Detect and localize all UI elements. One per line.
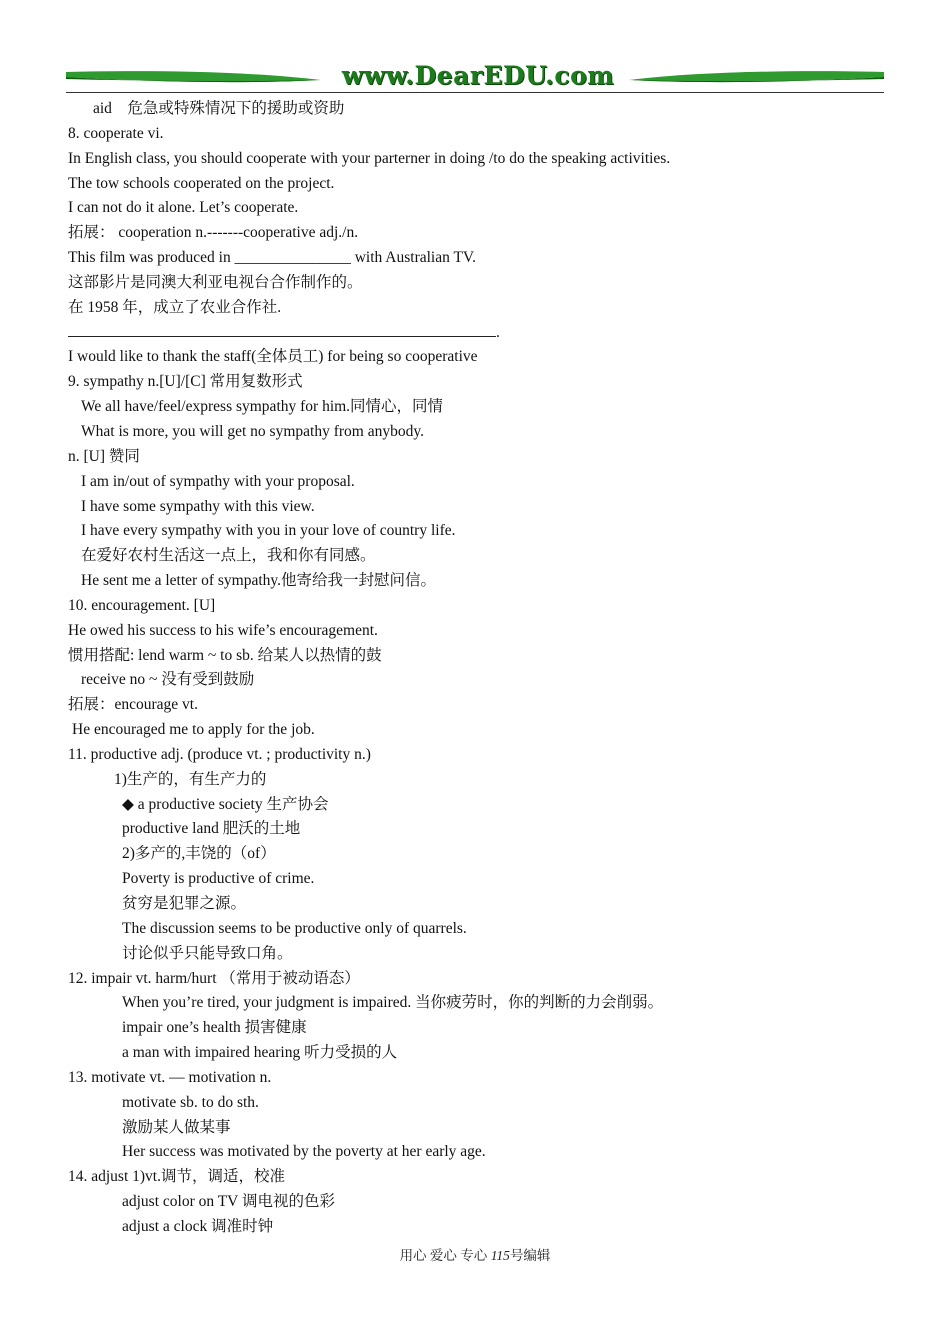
- text-line: When you’re tired, your judgment is impaired. 当你疲劳时，你的判断的力会削弱。: [122, 994, 664, 1012]
- entry-heading-adjust: 14. adjust 1)vt.调节，调适，校准: [68, 1168, 285, 1186]
- entry-heading-sympathy: 9. sympathy n.[U]/[C] 常用复数形式: [68, 373, 303, 391]
- right-wing-graphic: [629, 70, 884, 84]
- text-line: productive land 肥沃的土地: [122, 820, 301, 838]
- text-line: motivate sb. to do sth.: [122, 1093, 259, 1111]
- footer-suffix: 号编辑: [509, 1248, 551, 1263]
- text-line: He encouraged me to apply for the job.: [72, 721, 315, 739]
- text-line: I would like to thank the staff(全体员工) for being so cooperative: [68, 348, 478, 366]
- text-line: 拓展：encourage vt.: [68, 696, 198, 714]
- text-line: impair one’s health 损害健康: [122, 1019, 307, 1037]
- page-header: [66, 62, 884, 96]
- text-line: adjust color on TV 调电视的色彩: [122, 1193, 335, 1211]
- text-line: I have some sympathy with this view.: [81, 497, 315, 515]
- text-line: 在爱好农村生活这一点上，我和你有同感。: [81, 547, 376, 565]
- entry-heading-impair: 12. impair vt. harm/hurt （常用于被动语态）: [68, 969, 360, 987]
- text-line: 在 1958 年，成立了农业合作社.: [68, 298, 282, 316]
- text-line: n. [U] 赞同: [68, 447, 140, 465]
- text-line: 贫穷是犯罪之源。: [122, 895, 247, 912]
- text-line: He sent me a letter of sympathy.他寄给我一封慰问信。: [81, 572, 437, 590]
- text-line: The discussion seems to be productive only of quarrels.: [122, 919, 467, 937]
- footer-text: 用心 爱心 专心: [399, 1248, 491, 1263]
- entry-heading-motivate: 13. motivate vt. — motivation n.: [68, 1068, 272, 1086]
- fill-in-blank-line: [68, 321, 898, 346]
- text-line: We all have/feel/express sympathy for him.同情心，同情: [81, 398, 444, 416]
- text-line: adjust a clock 调准时钟: [122, 1217, 274, 1235]
- text-line: I have every sympathy with you in your love of country life.: [81, 522, 456, 540]
- document-body: [68, 97, 898, 1240]
- footer-number: 115: [490, 1248, 510, 1263]
- blank-period: .: [496, 323, 500, 341]
- entry-heading-productive: 11. productive adj. (produce vt. ; productivity n.): [68, 745, 371, 763]
- text-line: ◆ a productive society 生产协会: [122, 795, 329, 813]
- text-line: 惯用搭配: lend warm ~ to sb. 给某人以热情的鼓: [68, 646, 382, 664]
- text-line: 拓展： cooperation n.-------cooperative adj./n.: [68, 224, 359, 242]
- text-line: This film was produced in _______________ with Australian TV.: [68, 249, 476, 267]
- text-line: Her success was motivated by the poverty at her early age.: [122, 1143, 486, 1161]
- left-wing-graphic: [66, 70, 321, 84]
- text-line: The tow schools cooperated on the project.: [68, 174, 335, 192]
- page-footer: [0, 1244, 950, 1264]
- text-line: aid 危急或特殊情况下的援助或资助: [93, 100, 345, 117]
- entry-heading-cooperate: 8. cooperate vi.: [68, 124, 164, 142]
- text-line: 激励某人做某事: [122, 1118, 231, 1136]
- site-logo[interactable]: www.DearEDU.com: [341, 61, 615, 90]
- text-line: a man with impaired hearing 听力受损的人: [122, 1044, 398, 1062]
- header-rule: [66, 92, 884, 93]
- entry-heading-encouragement: 10. encouragement. [U]: [68, 596, 216, 614]
- text-line: In English class, you should cooperate with your parterner in doing /to do the speaking activities.: [68, 149, 671, 167]
- blank-underline: [68, 321, 496, 337]
- text-line: He owed his success to his wife’s encouragement.: [68, 621, 378, 639]
- text-line: 2)多产的,丰饶的（of）: [122, 845, 276, 863]
- text-line: I am in/out of sympathy with your proposal.: [81, 472, 355, 490]
- text-line: What is more, you will get no sympathy from anybody.: [81, 422, 424, 440]
- text-line: receive no ~ 没有受到鼓励: [81, 671, 255, 689]
- text-line: 讨论似乎只能导致口角。: [122, 944, 293, 962]
- text-line: I can not do it alone. Let’s cooperate.: [68, 199, 299, 217]
- text-line: Poverty is productive of crime.: [122, 870, 315, 888]
- text-line: 这部影片是同澳大利亚电视台合作制作的。: [68, 273, 363, 291]
- text-line: 1)生产的，有生产力的: [114, 770, 267, 788]
